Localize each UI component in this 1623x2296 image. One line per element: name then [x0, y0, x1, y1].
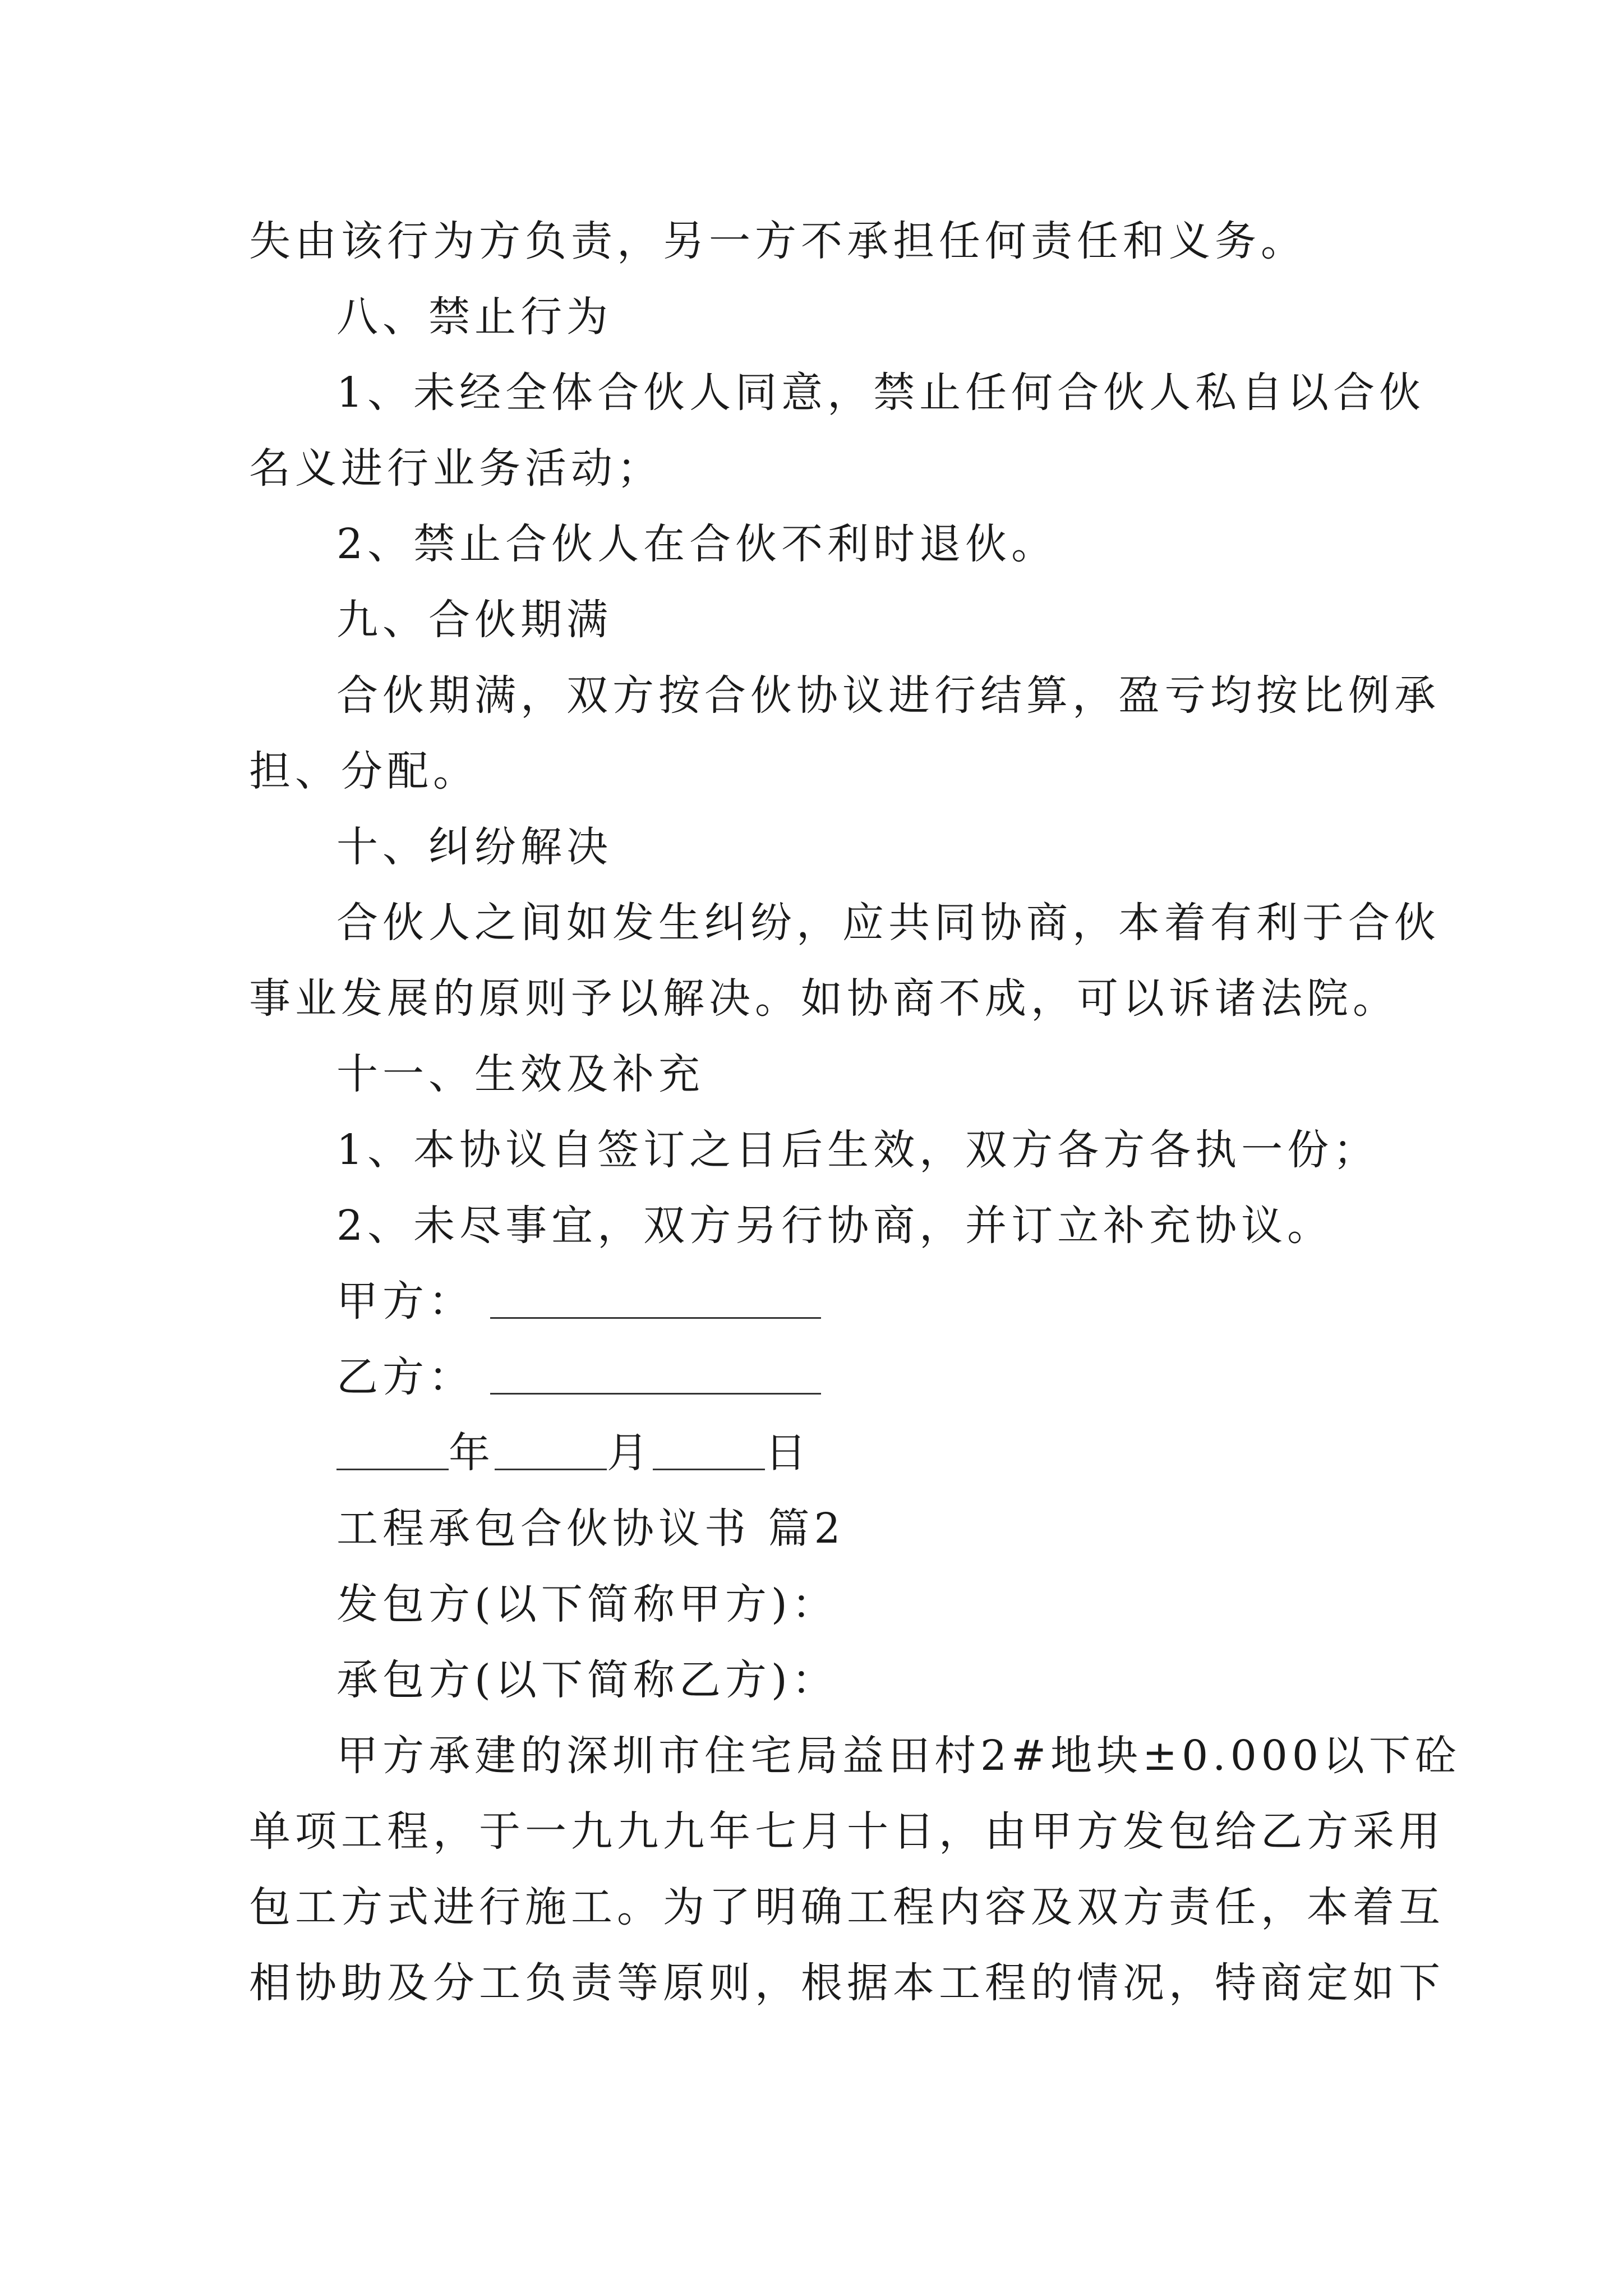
paragraph-line: 相协助及分工负责等原则，根据本工程的情况，特商定如下 [249, 1959, 1445, 2007]
section-heading: 十、纠纷解决 [336, 823, 612, 871]
date-line [336, 1425, 811, 1481]
paragraph-line: 2、禁止合伙人在合伙不利时退伙。 [336, 520, 1058, 568]
document-title: 工程承包合伙协议书 篇2 [336, 1504, 845, 1553]
paragraph-line: 1、本协议自签订之日后生效，双方各方各执一份； [336, 1126, 1380, 1174]
party-a-signature [336, 1273, 821, 1329]
section-heading: 八、禁止行为 [336, 293, 612, 341]
month-blank [495, 1425, 607, 1470]
party-a-blank [490, 1273, 821, 1319]
employer-label: 发包方(以下简称甲方)： [336, 1580, 838, 1628]
paragraph-line: 2、未尽事宜，双方另行协商，并订立补充协议。 [336, 1202, 1334, 1250]
section-heading: 十一、生效及补充 [336, 1050, 704, 1098]
paragraph-line: 事业发展的原则予以解决。如协商不成，可以诉诸法院。 [249, 974, 1399, 1023]
party-b-label: 乙方： [336, 1353, 474, 1401]
party-a-label: 甲方： [336, 1277, 474, 1326]
contractor-label: 承包方(以下简称乙方)： [336, 1656, 838, 1704]
paragraph-line: 担、分配。 [249, 747, 479, 795]
paragraph-line: 甲方承建的深圳市住宅局益田村2#地块±0.000以下砼 [336, 1732, 1461, 1780]
party-b-signature [336, 1349, 821, 1405]
year-blank [336, 1425, 449, 1470]
paragraph-line: 合伙期满，双方按合伙协议进行结算，盈亏均按比例承 [336, 671, 1440, 720]
paragraph-line: 1、未经全体合伙人同意，禁止任何合伙人私自以合伙 [336, 369, 1426, 417]
paragraph-line: 合伙人之间如发生纠纷，应共同协商，本着有利于合伙 [336, 899, 1440, 947]
day-blank [653, 1425, 765, 1470]
party-b-blank [490, 1349, 821, 1395]
month-label: 月 [607, 1429, 653, 1477]
day-label: 日 [765, 1429, 811, 1477]
paragraph-line: 单项工程，于一九九九年七月十日，由甲方发包给乙方采用 [249, 1807, 1445, 1856]
paragraph-line: 失由该行为方负责，另一方不承担任何责任和义务。 [249, 217, 1307, 265]
section-heading: 九、合伙期满 [336, 596, 612, 644]
paragraph-line: 名义进行业务活动； [249, 444, 663, 493]
paragraph-line: 包工方式进行施工。为了明确工程内容及双方责任，本着互 [249, 1883, 1445, 1931]
year-label: 年 [449, 1429, 495, 1477]
